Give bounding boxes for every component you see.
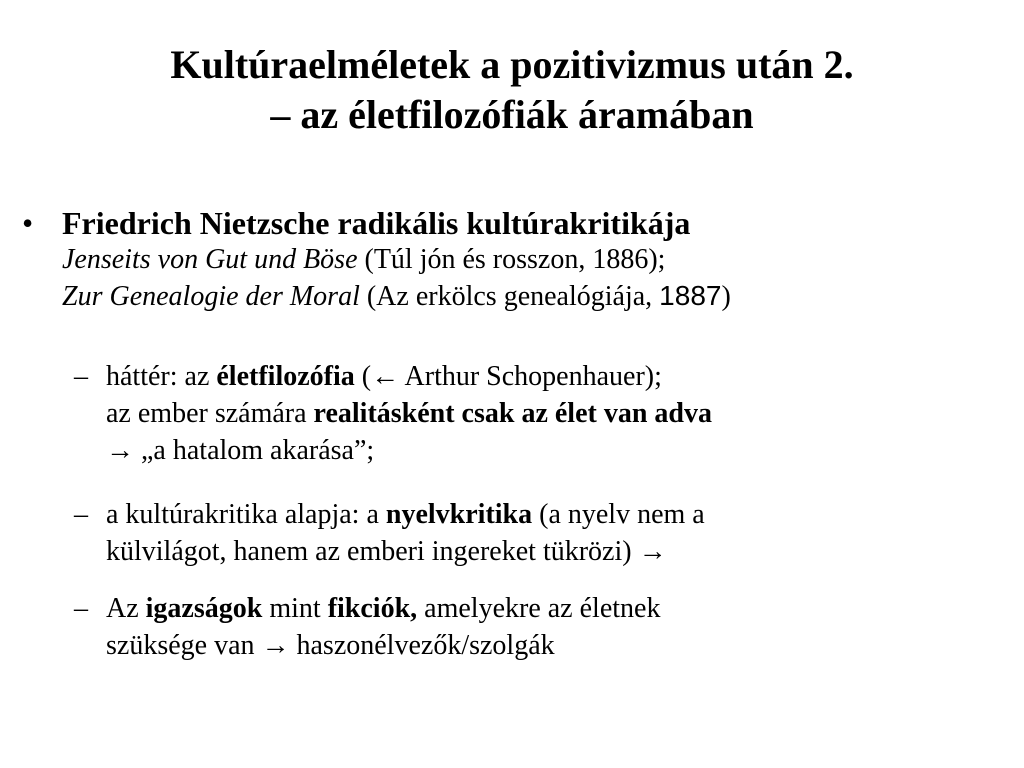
work-title-1: Jenseits von Gut und Böse [62,244,358,275]
bold-term: fikciók, [327,593,418,624]
work-note-2: (Az erkölcs genealógiája, [359,281,660,312]
bullet-marker: • [22,205,34,241]
work-line-1 [62,242,1012,278]
text-span: Az [106,593,146,624]
title-line-2: – az életfilozófiák áramában [270,92,754,137]
sub-bullet-3-line-1 [106,590,1006,627]
work-line-2 [62,278,1012,315]
bullet-heading: Friedrich Nietzsche radikális kultúrakritikája [62,205,691,241]
bold-term: igazságok [145,593,263,624]
work-note-1: (Túl jón és rosszon, 1886); [357,244,666,275]
slide-title [0,40,1024,140]
sub-bullet-1 [74,358,1006,469]
sub-bullet-1-line-1 [106,358,1006,395]
work-year-2: 1887 [659,280,722,311]
main-bullet [22,204,1012,315]
dash-marker: – [74,499,88,530]
work-close-2: ) [721,281,731,312]
sub-bullet-3 [74,590,1006,664]
text-span: amelyekre az életnek [417,593,661,624]
bold-term: nyelvkritika [385,499,533,530]
text-span: az ember számára [106,398,314,429]
sub-bullet-1-line-3: → „a hatalom akarása”; [106,435,375,466]
dash-marker: – [74,593,88,624]
work-title-2: Zur Genealogie der Moral [62,281,360,312]
text-span: (← Arthur Schopenhauer); [354,361,662,392]
bold-term: realitásként csak az élet van adva [313,398,712,429]
text-span: a kultúrakritika alapja: a [106,499,386,530]
title-line-1: Kultúraelméletek a pozitivizmus után 2. [170,42,854,87]
sub-bullet-2 [74,496,1006,570]
sub-bullet-1-line-2 [106,395,1006,432]
dash-marker: – [74,361,88,392]
sub-bullet-3-line-2: szüksége van → haszonélvezők/szolgák [106,630,555,661]
text-span: (a nyelv nem a [532,499,705,530]
text-span: háttér: az [106,361,217,392]
bold-term: életfilozófia [216,361,355,392]
text-span: mint [262,593,328,624]
sub-bullet-2-line-2: külvilágot, hanem az emberi ingereket tükrözi) → [106,536,667,567]
sub-bullet-2-line-1 [106,496,1006,533]
